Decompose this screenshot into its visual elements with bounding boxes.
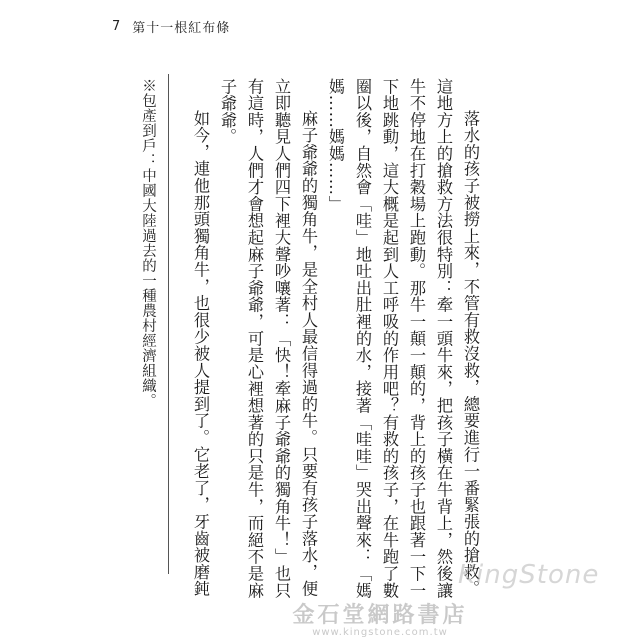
paragraph-2: 麻子爺爺的獨角牛，是全村人最信得過的牛。只要有孩子落水，便立即聽見人們四下裡大聲吵嚷著：「快！牽麻子爺爺的獨角牛！」也只有這時，人們才會想起麻子爺爺，可是心裡想著的只是牛，而絕不是麻子爺爺。 (218, 78, 318, 599)
footnote-divider (168, 74, 169, 574)
paragraph-1: 落水的孩子被撈上來，不管有救沒救，總要進行一番緊張的搶救。這地方上的搶救方法很特別：牽一頭牛來，把孩子橫在牛背上，然後讓牛不停地在打穀場上跑動。那牛一顛一顛的，背上的孩子也跟著一下一下地跳動，這大概是起到人工呼吸的作用吧？有救的孩子，在牛跑了數圈以後，自然會「哇」地吐出肚裡的水，接著「哇哇」哭出聲來：「媽媽……媽媽……」 (326, 78, 480, 599)
watermark-brand: KingStone (458, 560, 600, 590)
chapter-title: 第十一根紅布條 (132, 20, 231, 36)
body-text (184, 78, 484, 606)
page-number: 7 (112, 18, 121, 34)
watermark (230, 598, 530, 638)
paragraph-3: 如今，連他那頭獨角牛，也很少被人提到了。它老了，牙齒被磨鈍 (191, 110, 210, 598)
watermark-chinese: 金石堂網路書店 (292, 602, 468, 628)
footnote: ※包產到戶：中國大陸過去的一種農村經濟組織。 (140, 78, 156, 408)
watermark-url: www.kingstone.com.tw (312, 627, 448, 638)
running-header (112, 16, 230, 36)
